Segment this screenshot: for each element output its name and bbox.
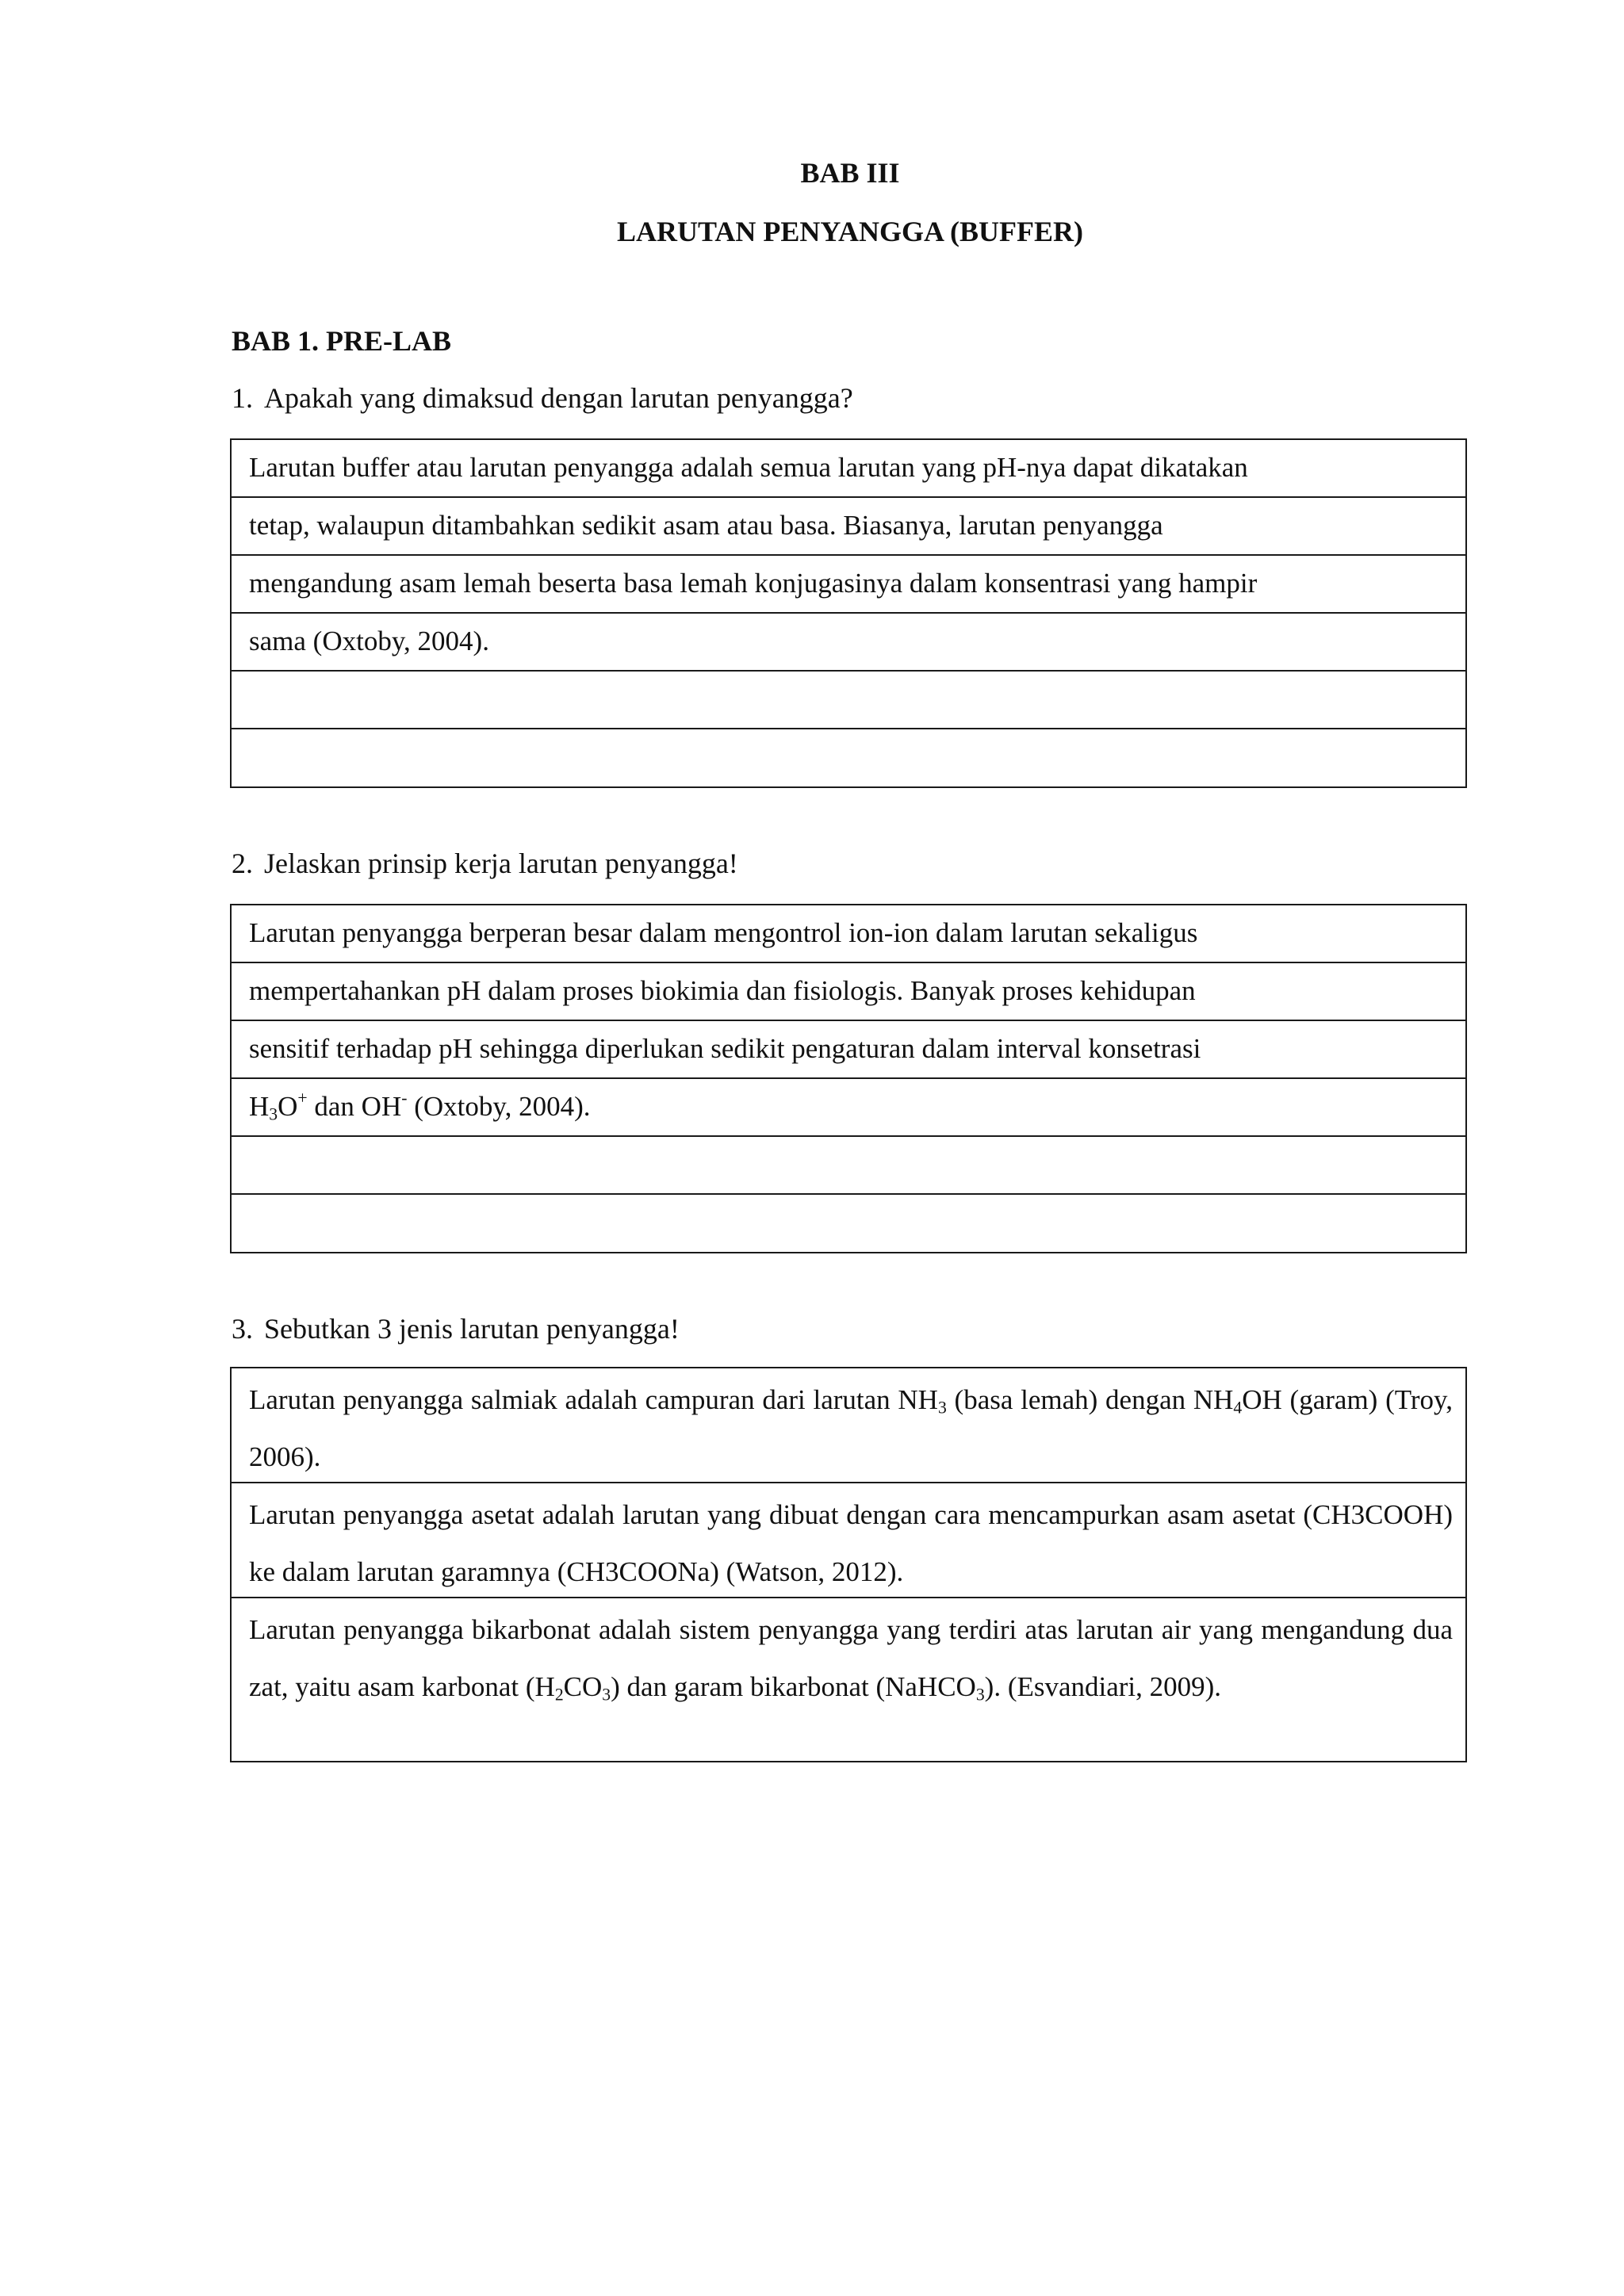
- answer-line: tetap, walaupun ditambahkan sedikit asam atau basa. Biasanya, larutan penyangga: [232, 498, 1465, 556]
- formula-subscript: 4: [1233, 1398, 1243, 1418]
- formula-subscript: 3: [602, 1685, 611, 1705]
- answer-box-3: [230, 1367, 1467, 1762]
- formula-subscript: 3: [937, 1398, 947, 1418]
- chapter-number: BAB III: [800, 157, 900, 189]
- question-number: 1.: [232, 382, 253, 414]
- answer-line-ions: [232, 1079, 1465, 1137]
- buffer-type-bikarbonat: [232, 1598, 1465, 1760]
- answer-line: sensitif terhadap pH sehingga diperlukan sedikit pengaturan dalam interval konsetrasi: [232, 1021, 1465, 1079]
- citation: (Oxtoby, 2004).: [407, 1091, 591, 1122]
- question-number: 3.: [232, 1313, 253, 1345]
- question-text: Sebutkan 3 jenis larutan penyangga!: [264, 1313, 680, 1345]
- formula-subscript: 3: [975, 1685, 985, 1705]
- formula-superscript: -: [401, 1088, 408, 1108]
- formula-subscript: 2: [554, 1685, 564, 1705]
- question-number: 2.: [232, 848, 253, 879]
- section-heading: BAB 1. PRE-LAB: [232, 325, 452, 357]
- formula-superscript: +: [297, 1088, 308, 1108]
- answer-line-blank: [232, 1137, 1465, 1195]
- answer-line: sama (Oxtoby, 2004).: [232, 614, 1465, 672]
- formula-h3o-h: H: [249, 1091, 270, 1122]
- answer-line: Larutan penyangga berperan besar dalam mengontrol ion-ion dalam larutan sekaligus: [232, 905, 1465, 963]
- formula-subscript: 3: [269, 1104, 278, 1124]
- type-text: OH (garam) (Troy, 2006).: [249, 1384, 1454, 1472]
- answer-line: mengandung asam lemah beserta basa lemah konjugasinya dalam konsentrasi yang hampir: [232, 556, 1465, 614]
- question-3: [232, 1311, 680, 1346]
- buffer-type-asetat: Larutan penyangga asetat adalah larutan yang dibuat dengan cara mencampurkan asam asetat (CH3COOH) ke dalam larutan garamnya (CH3COONa) (Watson, 2012).: [232, 1483, 1465, 1598]
- answer-box-2: [230, 904, 1467, 1253]
- formula-h3o-o: O: [278, 1091, 298, 1122]
- question-2: [232, 846, 738, 881]
- chapter-title: LARUTAN PENYANGGA (BUFFER): [616, 216, 1084, 247]
- type-text: CO: [563, 1671, 603, 1702]
- type-text: (basa lemah) dengan NH: [946, 1384, 1234, 1415]
- answer-line-blank: [232, 729, 1465, 787]
- type-text: ). (Esvandiari, 2009).: [984, 1671, 1222, 1702]
- type-text: Larutan penyangga bikarbonat adalah sistem penyangga yang terdiri atas larutan air yang mengandung dua zat, yaitu asam karbonat (H: [249, 1614, 1453, 1702]
- type-text: ) dan garam bikarbonat (NaHCO: [611, 1671, 976, 1702]
- buffer-type-salmiak: [232, 1368, 1465, 1483]
- answer-line-blank: [232, 672, 1465, 729]
- answer-line: mempertahankan pH dalam proses biokimia dan fisiologis. Banyak proses kehidupan: [232, 963, 1465, 1021]
- question-1: [232, 381, 853, 415]
- answer-line: Larutan buffer atau larutan penyangga adalah semua larutan yang pH-nya dapat dikatakan: [232, 440, 1465, 498]
- formula-oh: dan OH: [307, 1091, 402, 1122]
- question-text: Apakah yang dimaksud dengan larutan penyangga?: [264, 382, 853, 414]
- answer-box-1: [230, 438, 1467, 788]
- question-text: Jelaskan prinsip kerja larutan penyangga!: [264, 848, 738, 879]
- answer-line-blank: [232, 1195, 1465, 1253]
- type-text: Larutan penyangga salmiak adalah campuran dari larutan NH: [249, 1384, 938, 1415]
